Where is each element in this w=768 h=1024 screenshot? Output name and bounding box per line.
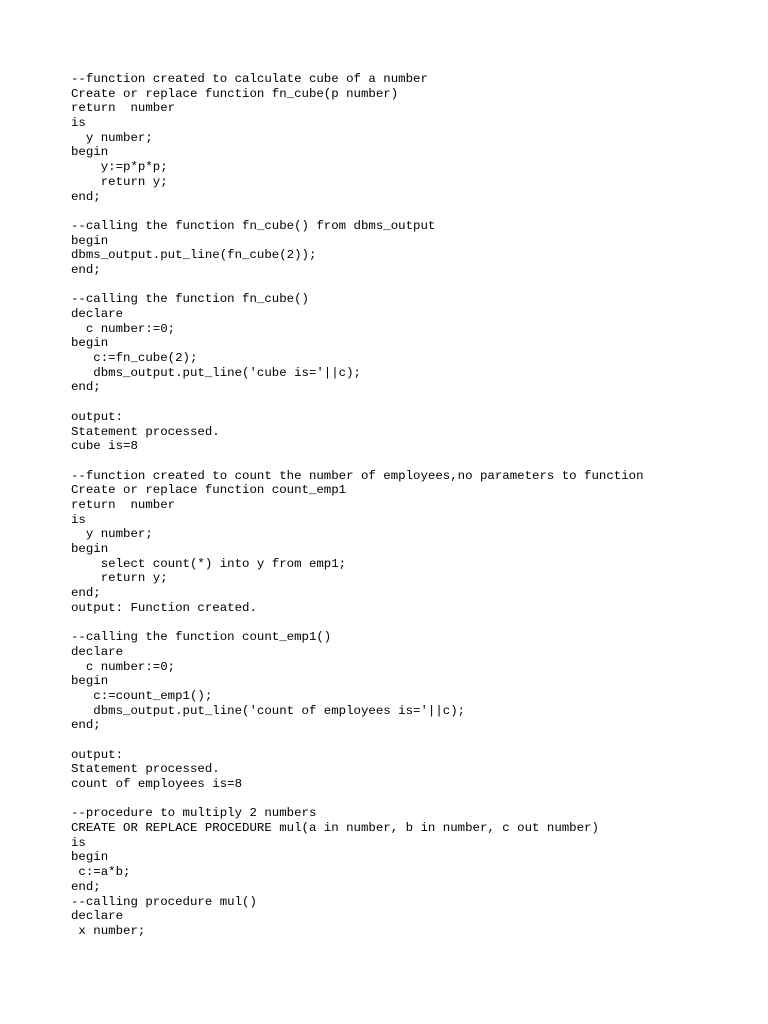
code-line: dbms_output.put_line('cube is='||c); [71, 365, 361, 380]
code-line: end; [71, 718, 101, 733]
code-line: declare [71, 909, 124, 924]
code-line: end; [71, 879, 101, 894]
code-line: y number; [71, 527, 153, 542]
code-line: c number:=0; [71, 659, 176, 674]
code-line: return number [71, 101, 176, 116]
code-line: Create or replace function count_emp1 [71, 483, 347, 498]
code-line: return number [71, 497, 176, 512]
code-line: is [71, 512, 86, 527]
code-line: is [71, 835, 86, 850]
code-line: x number; [71, 923, 146, 938]
code-line: --calling procedure mul() [71, 894, 257, 909]
code-line: Statement processed. [71, 424, 220, 439]
code-line [71, 792, 751, 807]
code-line: begin [71, 542, 109, 556]
code-line [71, 454, 751, 469]
code-line: CREATE OR REPLACE PROCEDURE mul(a in number, b in number, c out number) [71, 821, 599, 836]
code-line: end; [71, 586, 101, 601]
code-line [71, 733, 751, 748]
code-line: Create or replace function fn_cube(p number) [71, 86, 399, 101]
code-line: dbms_output.put_line(fn_cube(2)); [71, 248, 317, 263]
code-line [71, 615, 751, 630]
code-line: begin [71, 674, 109, 689]
code-line: c:=count_emp1(); [71, 688, 213, 703]
code-line: output: [71, 747, 124, 762]
code-line: Statement processed. [71, 762, 220, 777]
code-line: c number:=0; [71, 321, 176, 336]
code-line: y number; [71, 130, 153, 145]
code-line: --function created to count the number of employees,no parameters to function [71, 468, 644, 483]
code-line: return y; [71, 174, 168, 189]
code-line: --function created to calculate cube of a number [71, 72, 428, 86]
code-line: begin [71, 233, 109, 248]
code-line: output: [71, 409, 124, 424]
code-line: --procedure to multiply 2 numbers [71, 806, 317, 821]
code-line: --calling the function count_emp1() [71, 630, 332, 645]
code-line: return y; [71, 571, 168, 586]
code-line: --calling the function fn_cube() [71, 292, 309, 307]
code-line: select count(*) into y from emp1; [71, 556, 347, 571]
code-line: begin [71, 336, 109, 351]
code-listing [71, 72, 751, 939]
code-line: dbms_output.put_line('count of employees is='||c); [71, 703, 466, 718]
code-line: output: Function created. [71, 600, 257, 615]
code-line: declare [71, 307, 124, 321]
code-line [71, 395, 751, 410]
code-line [71, 204, 751, 219]
code-line: begin [71, 850, 109, 865]
code-line [71, 278, 751, 293]
code-line: declare [71, 644, 124, 659]
code-line: end; [71, 380, 101, 395]
code-line: c:=a*b; [71, 865, 131, 880]
code-line: count of employees is=8 [71, 777, 243, 791]
code-line: is [71, 116, 86, 131]
code-line: end; [71, 189, 101, 204]
code-line: --calling the function fn_cube() from dbms_output [71, 218, 436, 233]
code-line: begin [71, 145, 109, 160]
code-line: cube is=8 [71, 439, 138, 454]
code-line: end; [71, 262, 101, 277]
code-line: c:=fn_cube(2); [71, 351, 198, 366]
code-line: y:=p*p*p; [71, 160, 168, 175]
